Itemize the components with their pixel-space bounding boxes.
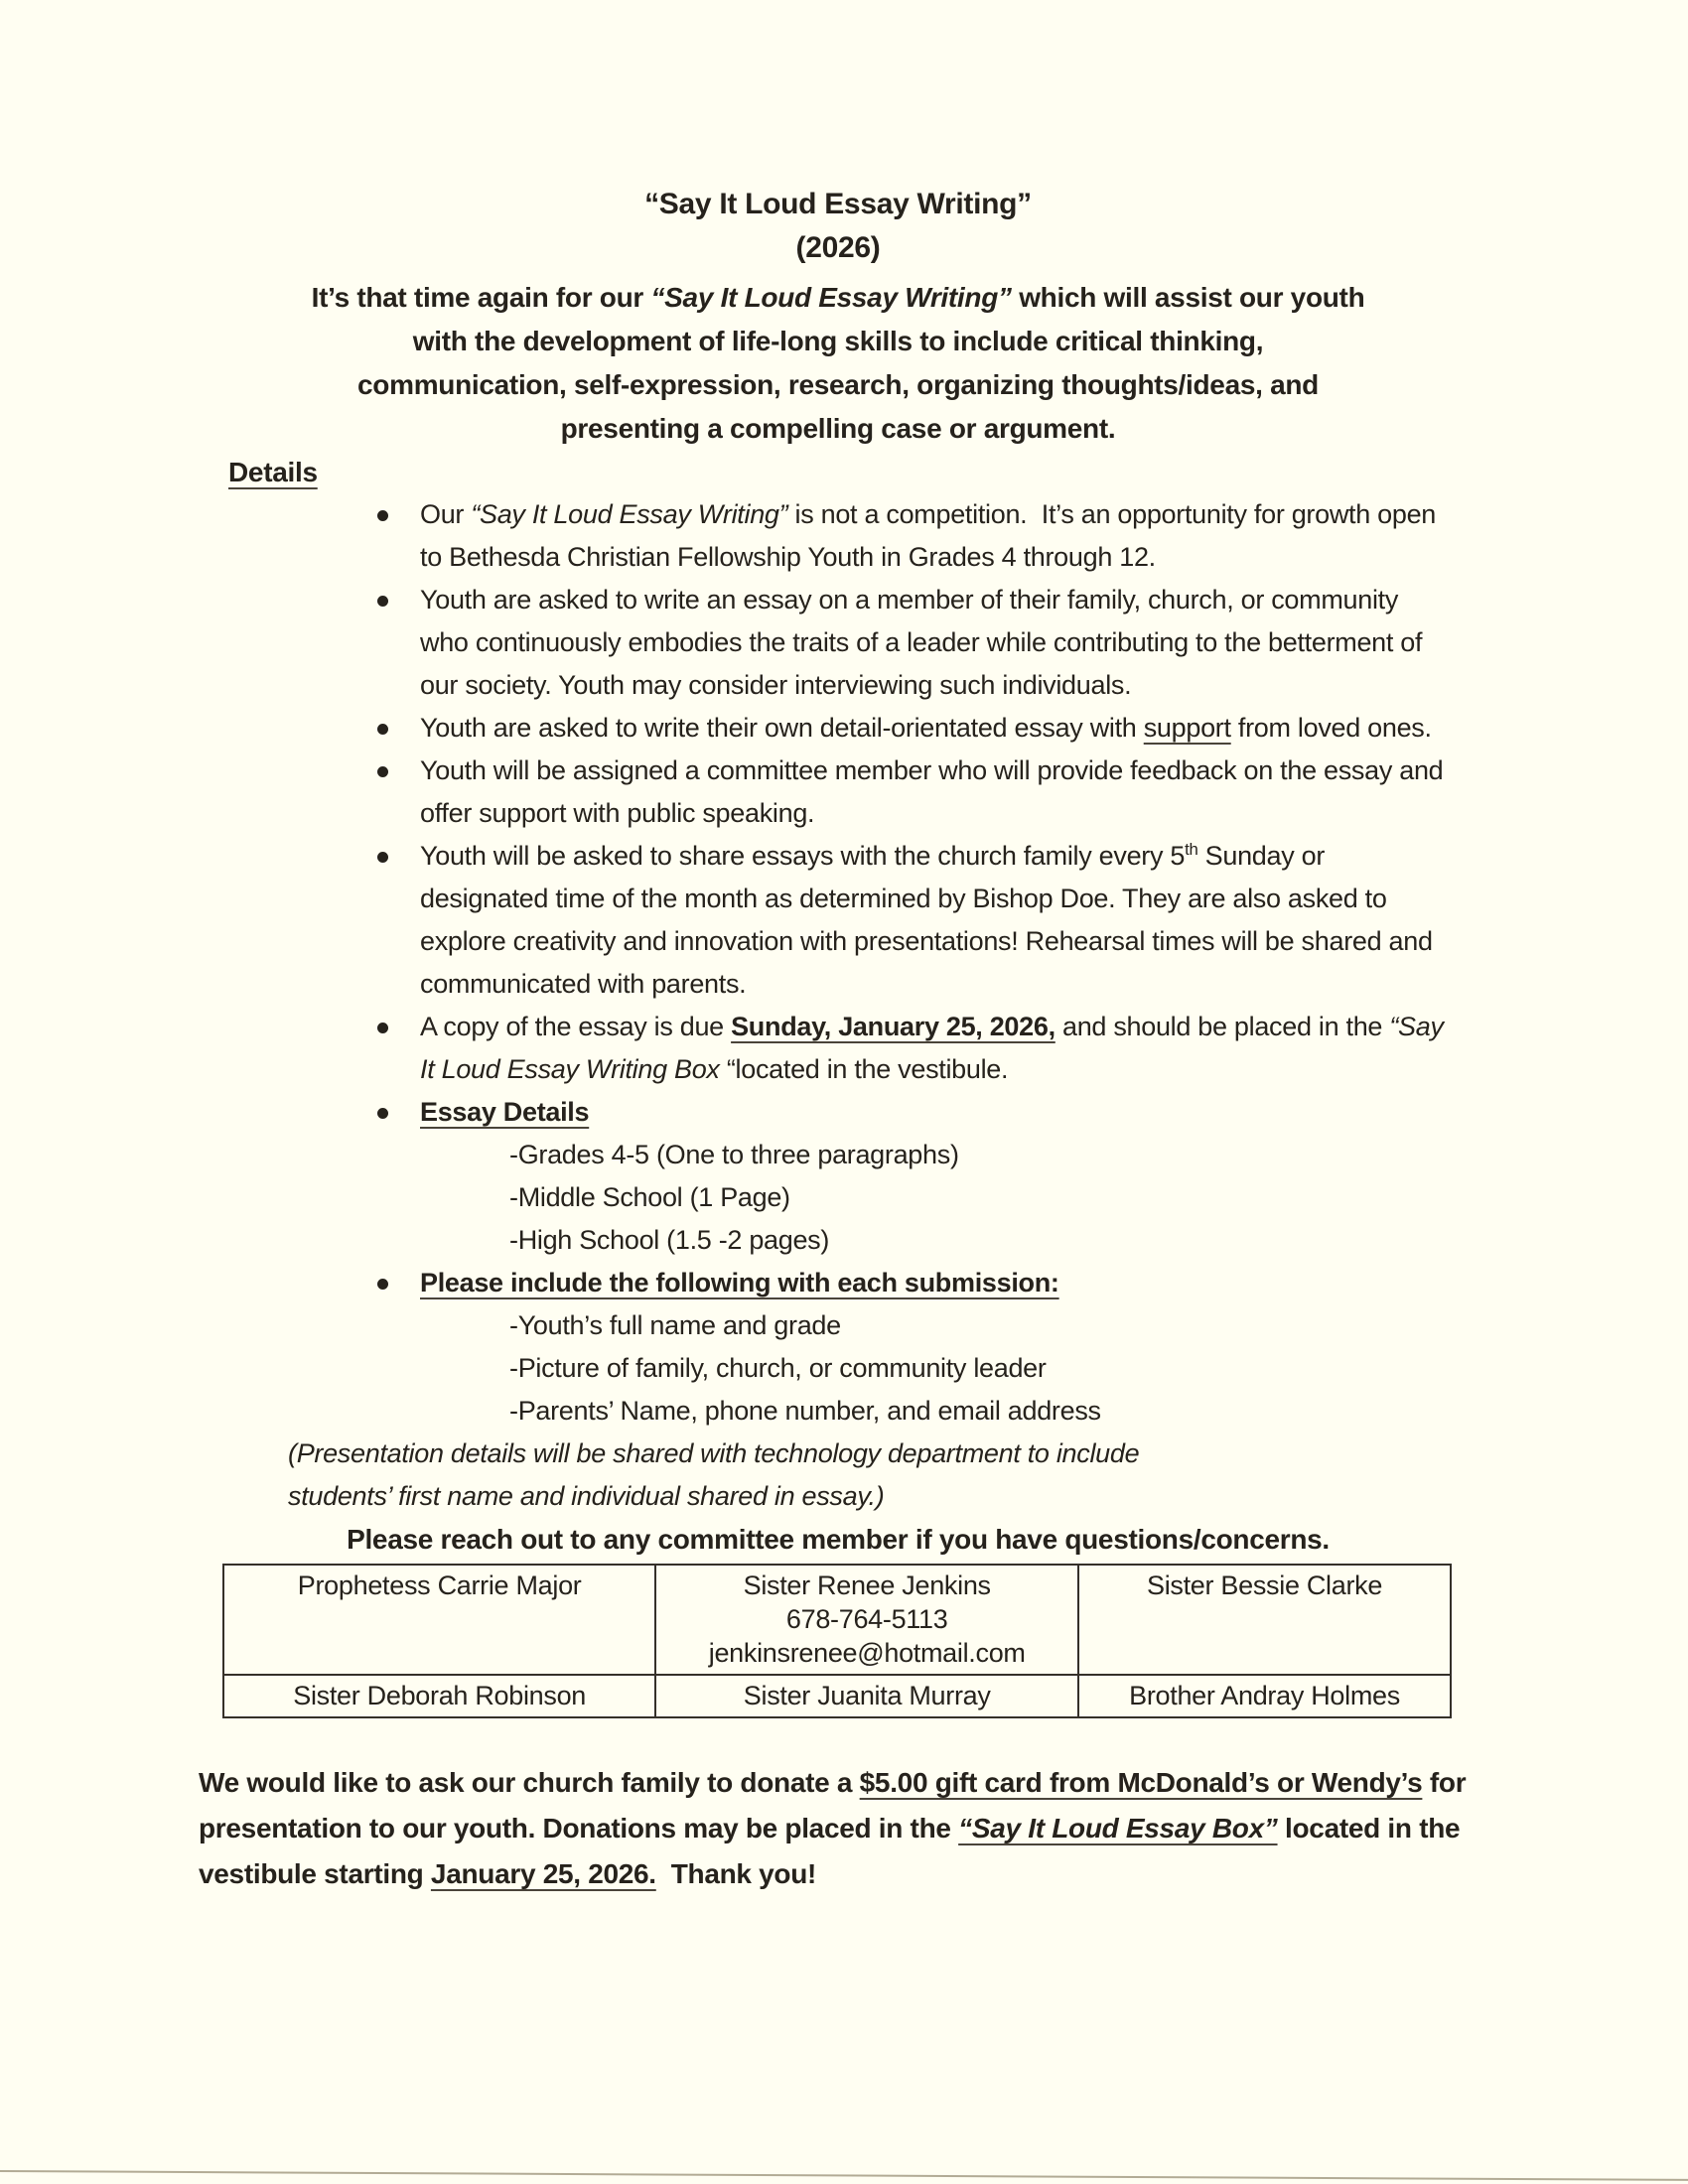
bullet-text: Youth will be asked to share essays with the church family every 5 (420, 841, 1186, 871)
submission-item-parents-contact: -Parents’ Name, phone number, and email address (509, 1396, 1101, 1426)
bullet-text: Youth are asked to write an essay on a member of their family, church, or community who continuously embodies the traits of a leader while contributing to the betterment of our society. Youth may consider interviewing such individuals. (420, 585, 1430, 700)
title-line-1: “Say It Loud Essay Writing” (644, 188, 1032, 220)
details-bullet-list (228, 493, 1451, 1433)
essay-length-middle-school: -Middle School (1 Page) (509, 1182, 790, 1212)
support-underlined: support (1143, 713, 1231, 743)
essay-details-heading: Essay Details (420, 1097, 590, 1127)
committee-member-renee-jenkins (655, 1565, 1078, 1675)
details-heading-label: Details (228, 457, 318, 487)
intro-text: which will assist our youth (1011, 282, 1365, 313)
bullet-text: Youth will be assigned a committee member who will provide feedback on the essay and offer support with public speaking. (420, 755, 1451, 828)
donation-text: for presentation to our youth. Donations may be placed in the (199, 1767, 1474, 1843)
submission-item-picture: -Picture of family, church, or community leader (509, 1353, 1047, 1383)
committee-table-row-2 (223, 1675, 1451, 1717)
committee-member-juanita-murray: Sister Juanita Murray (655, 1675, 1078, 1717)
due-date: Sunday, January 25, 2026, (731, 1012, 1055, 1041)
presentation-note (288, 1433, 1448, 1518)
bullet-essay-subject (228, 579, 1448, 707)
gift-card-underlined: $5.00 gift card from McDonald’s or Wendy’s (859, 1767, 1423, 1798)
donation-thank-you: Thank you! (655, 1858, 817, 1889)
bullet-text: A copy of the essay is due (420, 1012, 732, 1041)
committee-table (222, 1564, 1452, 1718)
bullet-own-essay (228, 707, 1448, 750)
committee-table-row-1 (223, 1565, 1451, 1675)
essay-length-grades-4-5: -Grades 4-5 (One to three paragraphs) (509, 1140, 959, 1169)
bullet-text: “located in the vestibule. (726, 1054, 1009, 1084)
donation-text: located in the vestibule starting (199, 1813, 1468, 1889)
program-name: “Say It Loud Essay Writing” (471, 499, 788, 529)
essay-box-name: “Say It Loud Essay Box” (958, 1813, 1278, 1843)
presentation-note-line-1: (Presentation details will be shared with technology department to include (288, 1438, 1140, 1468)
committee-member-deborah-robinson: Sister Deborah Robinson (223, 1675, 655, 1717)
title-line-2: (2026) (795, 231, 881, 264)
bullet-text: Youth are asked to write their own detail-orientated essay with (420, 713, 1144, 743)
committee-contact-heading: Please reach out to any committee member if you have questions/concerns. (347, 1524, 1330, 1555)
start-date-underlined: January 25, 2026. (430, 1858, 656, 1889)
committee-member-phone: 678-764-5113 (785, 1604, 948, 1634)
intro-line-4: presenting a compelling case or argument. (560, 413, 1116, 444)
donation-paragraph (199, 1760, 1475, 1897)
bullet-text: from loved ones. (1230, 713, 1432, 743)
bullet-committee-feedback (228, 750, 1451, 835)
committee-member-carrie-major: Prophetess Carrie Major (223, 1565, 655, 1675)
committee-member-email: jenkinsrenee@hotmail.com (708, 1638, 1026, 1668)
committee-member-bessie-clarke: Sister Bessie Clarke (1078, 1565, 1451, 1675)
committee-member-name: Sister Renee Jenkins (743, 1570, 991, 1600)
bullet-essay-details (228, 1091, 1448, 1262)
presentation-note-line-2: students’ first name and individual shared in essay.) (288, 1481, 885, 1511)
scan-artifact-line (0, 2170, 1688, 2181)
committee-member-andray-holmes: Brother Andray Holmes (1078, 1675, 1451, 1717)
donation-text: We would like to ask our church family to donate a (199, 1767, 860, 1798)
bullet-due-date (228, 1006, 1451, 1091)
bullet-share-essays (228, 835, 1448, 1006)
bullet-text: Our (420, 499, 472, 529)
intro-text: It’s that time again for our (311, 282, 651, 313)
intro-program-name: “Say It Loud Essay Writing” (650, 282, 1012, 313)
essay-length-high-school: -High School (1.5 -2 pages) (509, 1225, 830, 1255)
intro-line-3: communication, self-expression, research, organizing thoughts/ideas, and (357, 369, 1319, 400)
intro-line-2: with the development of life-long skills to include critical thinking, (412, 326, 1264, 356)
intro-line-1 (228, 276, 1448, 320)
intro-paragraph (228, 276, 1448, 451)
ordinal-superscript: th (1185, 840, 1198, 859)
bullet-text: is not a competition. It’s an opportunity for growth open to Bethesda Christian Fellowship Youth in Grades 4 through 12. (420, 499, 1444, 572)
submission-item-name-grade: -Youth’s full name and grade (509, 1310, 841, 1340)
bullet-not-competition (228, 493, 1448, 579)
bullet-text: Sunday or designated time of the month as determined by Bishop Doe. They are also asked to explore creativity and innovation with presentations! Rehearsal times will be shared and communicated with parents. (420, 841, 1440, 999)
document-title (228, 183, 1448, 270)
bullet-text: and should be placed in the (1055, 1012, 1390, 1041)
submission-requirements-heading: Please include the following with each submission: (420, 1268, 1059, 1297)
details-heading (228, 451, 1448, 493)
page-content (199, 183, 1474, 1897)
essay-box-name: “Say It Loud Essay Writing Box (420, 1012, 1451, 1084)
bullet-submission-requirements (228, 1262, 1448, 1433)
